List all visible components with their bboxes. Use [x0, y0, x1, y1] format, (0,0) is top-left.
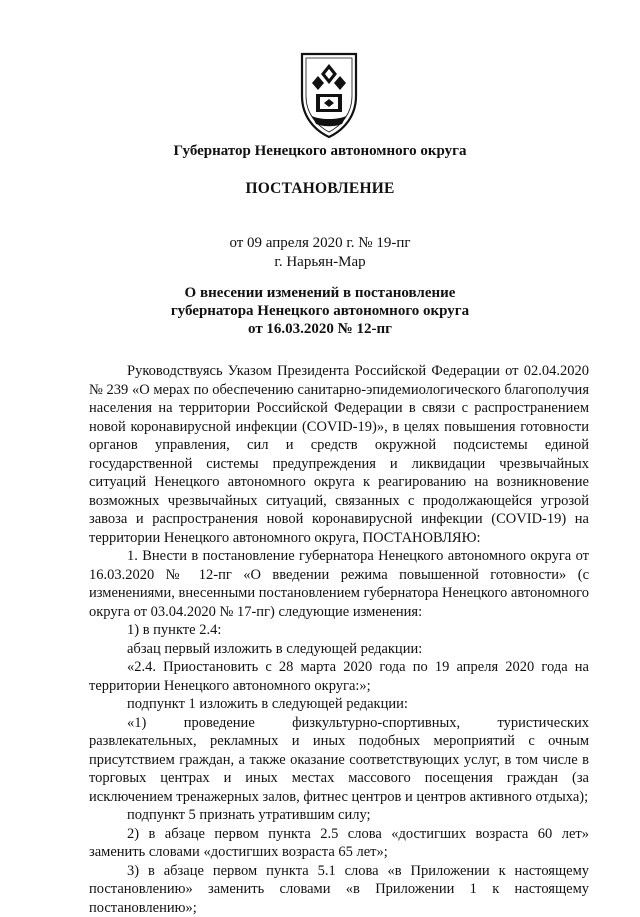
paragraph: 1. Внести в постановление губернатора Ненецкого автономного округа от 16.03.2020 № 12-пг «О введении режима повышенной готовности» (с изменениями, внесенными постановлением губернатора Ненецкого автономного округа от 03.04.2020 № 17-пг) следующие изменения:: [89, 547, 589, 621]
coat-of-arms-icon: [296, 50, 362, 140]
document-subject: [0, 284, 640, 338]
paragraph: «2.4. Приостановить с 28 марта 2020 года по 19 апреля 2020 года на территории Ненецкого автономного округа:»;: [89, 658, 589, 695]
subject-line: О внесении изменений в постановление: [0, 284, 640, 302]
document-body: [89, 362, 589, 917]
paragraph: 1) в пункте 2.4:: [89, 621, 589, 640]
paragraph: 2) в абзаце первом пункта 2.5 слова «достигших возраста 60 лет» заменить словами «достигших возраста 65 лет»;: [89, 825, 589, 862]
paragraph: 3) в абзаце первом пункта 5.1 слова «в Приложении к настоящему постановлению» заменить словами «в Приложении 1 к настоящему постановлению»;: [89, 862, 589, 917]
document-type: ПОСТАНОВЛЕНИЕ: [0, 180, 640, 198]
subject-line: от 16.03.2020 № 12-пг: [0, 320, 640, 338]
paragraph: подпункт 5 признать утратившим силу;: [89, 806, 589, 825]
document-city: г. Нарьян-Мар: [0, 253, 640, 271]
issuing-authority: Губернатор Ненецкого автономного округа: [0, 143, 640, 160]
paragraph-preamble: Руководствуясь Указом Президента Российской Федерации от 02.04.2020 № 239 «О мерах по обеспечению санитарно-эпидемиологического благополучия населения на территории Российской Федерации в связи с распространением новой коронавирусной инфекции (COVID-19)», в целях повышения готовности органов управления, сил и средств окружной подсистемы единой государственной системы предупреждения и ликвидации чрезвычайных ситуаций Ненецкого автономного округа к реагированию на возникновение возможных чрезвычайных ситуаций, связанных с продолжающейся угрозой завоза и распространения новой коронавирусной инфекции (COVID-19) на территории Ненецкого автономного округа, ПОСТАНОВЛЯЮ:: [89, 362, 589, 547]
subject-line: губернатора Ненецкого автономного округа: [0, 302, 640, 320]
paragraph: абзац первый изложить в следующей редакции:: [89, 640, 589, 659]
paragraph: подпункт 1 изложить в следующей редакции:: [89, 695, 589, 714]
paragraph: «1) проведение физкультурно-спортивных, туристических развлекательных, рекламных и иных подобных мероприятий с очным присутствием граждан, а также оказание соответствующих услуг, в том числе в торговых центрах и иных местах массового посещения граждан (за исключением тренажерных залов, фитнес центров и центров активного отдыха);: [89, 714, 589, 807]
document-date-number: от 09 апреля 2020 г. № 19-пг: [0, 234, 640, 252]
